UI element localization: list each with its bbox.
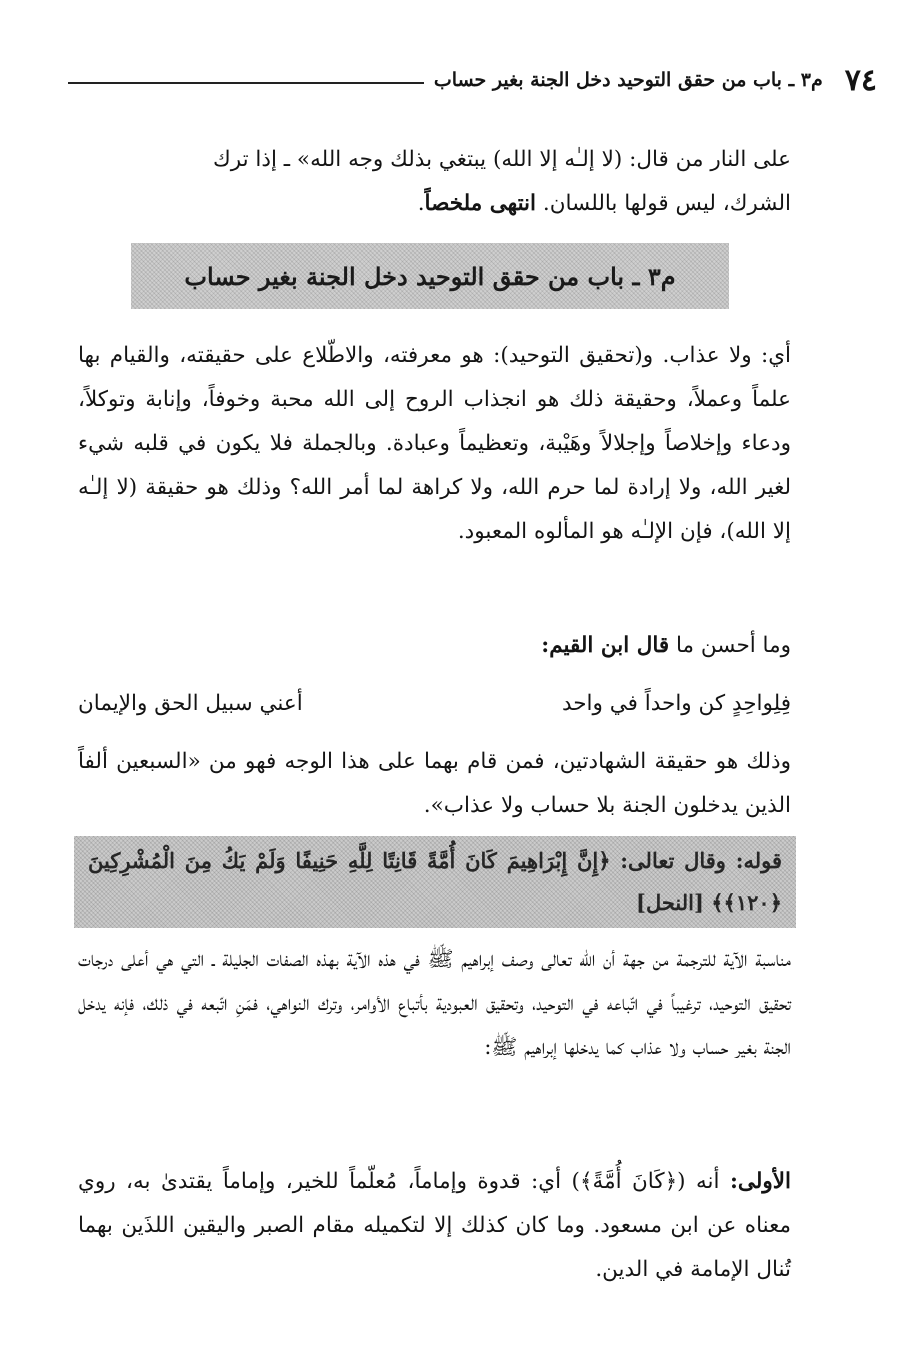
first-point-text: أنه (﴿كَانَ أُمَّةً﴾) أي: قدوة وإماماً، مُعلّماً للخير، وإماماً يقتدىٰ به، روي معناه عن ابن مسعود. وما كان كذلك إلا لتكميله مقام الصبر واليقين اللذَين بهما تُنال الإمامة في الدين. bbox=[78, 1169, 791, 1282]
intro-line-1: على النار من قال: (لا إلـٰه إلا الله) يبتغي بذلك وجه الله» ـ إذا ترك bbox=[213, 147, 791, 172]
header-rule bbox=[68, 82, 424, 84]
running-header bbox=[68, 58, 877, 102]
intro-period: . bbox=[417, 191, 425, 216]
ibrahim-paragraph: مناسبة الآية للترجمة من جهة أن الله تعالى وصف إبراهيم ﷺ في هذه الآية بهذه الصفات الجليلة ـ التي هي أعلى درجات تحقيق التوحيد، ترغيباً في اتّباعه في التوحيد، وتحقيق العبودية بأتباع الأوامر، وترك النواهي، فمَنِ اتّبعه في ذلك، فإنه يدخل الجنة بغير حساب ولا عذاب كما يدخلها إبراهيم ﷺ: bbox=[78, 947, 791, 1060]
first-point-paragraph bbox=[78, 1160, 791, 1292]
ibn-qayyim-lead: وما أحسن ما bbox=[676, 633, 791, 658]
intro-emphasis: انتهى ملخصاً bbox=[424, 191, 537, 216]
ibn-qayyim-intro bbox=[78, 624, 791, 668]
chapter-title-banner bbox=[131, 243, 729, 309]
verse-hemistich-1: فِلِواحِدٍ كن واحداً في واحد bbox=[561, 691, 791, 716]
first-point-label: الأولى: bbox=[729, 1169, 791, 1194]
shahadatayn-paragraph: وذلك هو حقيقة الشهادتين، فمن قام بهما على هذا الوجه فهو من «السبعين ألفاً الذين يدخلون الجنة بلا حساب ولا عذاب». bbox=[78, 749, 791, 818]
quran-quote: قوله: وقال تعالى: ﴿إِنَّ إِبْرَاهِيمَ كَانَ أُمَّةً قَانِتًا لِلَّهِ حَنِيفًا وَلَمْ يَكُ مِنَ الْمُشْرِكِينَ ﴿١٢٠﴾﴾ [النحل] bbox=[88, 848, 782, 915]
verse-hemistich-2: أعني سبيل الحق والإيمان bbox=[78, 691, 303, 716]
quran-quote-banner bbox=[74, 836, 796, 928]
tawhid-definition-paragraph: أي: ولا عذاب. و(تحقيق التوحيد): هو معرفته، والاطّلاع على حقيقته، والقيام بها علماً وعملاً، وحقيقة ذلك هو انجذاب الروح إلى الله محبة وخوفاً، وإنابة وتوكلاً، ودعاء وإخلاصاً وإجلالاً وهَيْبة، وتعظيماً وعبادة. وبالجملة فلا يكون في قلبه شيء لغير الله، ولا إرادة لما حرم الله، ولا كراهة لما أمر الله؟ وذلك هو حقيقة (لا إلـٰه إلا الله)، فإن الإلـٰه هو المألوه المعبود. bbox=[78, 343, 791, 544]
intro-paragraph bbox=[78, 138, 791, 226]
intro-line-2: الشرك، ليس قولها باللسان. bbox=[542, 191, 791, 216]
page-number: ٧٤ bbox=[844, 62, 877, 98]
chapter-title: م٣ ـ باب من حقق التوحيد دخل الجنة بغير حساب bbox=[184, 261, 676, 291]
running-header-title: م٣ ـ باب من حقق التوحيد دخل الجنة بغير حساب bbox=[433, 69, 823, 91]
poetry-verse bbox=[78, 682, 791, 726]
ibn-qayyim-name: قال ابن القيم: bbox=[541, 633, 670, 658]
